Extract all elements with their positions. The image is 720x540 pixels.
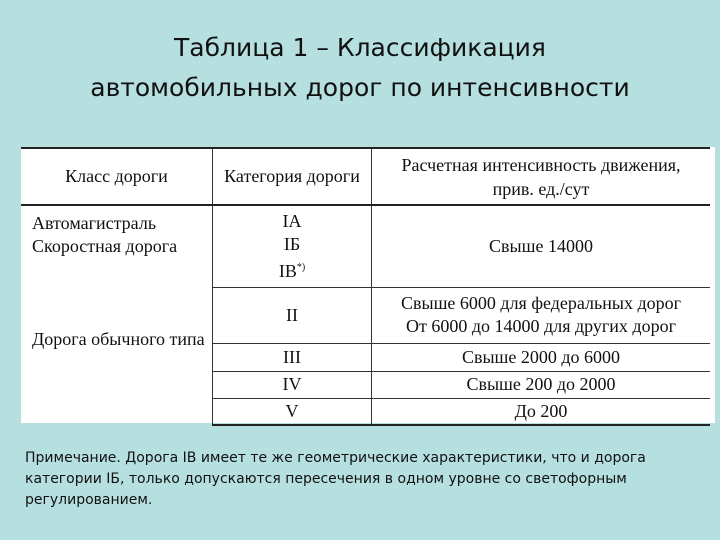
- header-intensity: [372, 148, 711, 205]
- classification-table-container: [21, 147, 715, 423]
- category-v: V: [213, 398, 372, 425]
- header-intensity-line-1: Расчетная интенсивность движения,: [401, 154, 681, 175]
- category-iii: III: [213, 343, 372, 371]
- category-ia: IA: [282, 210, 302, 231]
- category-ib: IБ: [283, 233, 301, 254]
- class-motorway: Автомагистраль: [32, 213, 157, 233]
- category-iv-footnote-mark: *): [296, 261, 306, 273]
- intensity-iv: Свыше 200 до 2000: [372, 371, 711, 398]
- header-intensity-line-2: прив. ед./сут: [492, 178, 590, 199]
- class-expressway: Скоростная дорога: [32, 236, 178, 256]
- table-row: [21, 287, 710, 343]
- slide-title-line-1: Таблица 1 – Классификация: [174, 33, 546, 62]
- intensity-first: Свыше 14000: [489, 235, 593, 256]
- intensity-v: До 200: [372, 398, 711, 425]
- table-row: [21, 205, 710, 287]
- header-road-class: Класс дороги: [21, 148, 213, 205]
- category-iv: [213, 256, 371, 283]
- category-iv-row: IV: [213, 371, 372, 398]
- classification-table: [21, 147, 710, 426]
- intensity-iii: Свыше 2000 до 6000: [372, 343, 711, 371]
- category-ii: II: [213, 287, 372, 343]
- intensity-ii-line-1: Свыше 6000 для федеральных дорог: [400, 293, 682, 313]
- note-text: Примечание. Дорога IВ имеет те же геометрические характеристики, что и дорога категории IБ, только допускаются пересечения в одном уровне со светофорным регулированием.: [25, 450, 646, 508]
- class-ordinary: Дорога обычного типа: [21, 287, 213, 425]
- header-road-category: Категория дороги: [213, 148, 372, 205]
- intensity-ii-line-2: От 6000 до 14000 для других дорог: [406, 316, 676, 336]
- slide-title-line-2: автомобильных дорог по интенсивности: [90, 73, 630, 102]
- slide-title: [0, 28, 720, 108]
- cell-class-top: [21, 205, 213, 287]
- cell-category-top: [213, 205, 372, 287]
- table-header-row: [21, 148, 710, 205]
- intensity-ii: [372, 287, 711, 343]
- category-iv-label: IВ: [278, 260, 297, 281]
